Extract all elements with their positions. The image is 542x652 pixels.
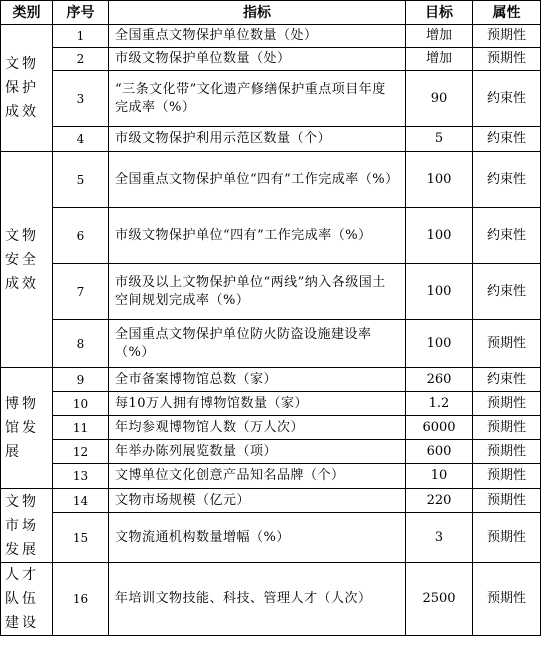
target-cell: 10	[406, 464, 473, 489]
indicator-cell: “三条文化带”文化遗产修缮保护重点项目年度完成率（%）	[109, 71, 406, 127]
indicator-cell: 文物市场规模（亿元）	[109, 489, 406, 513]
attribute-cell: 约束性	[473, 368, 541, 392]
header-indicator: 指标	[109, 1, 406, 25]
target-cell: 100	[406, 264, 473, 320]
target-cell: 2500	[406, 563, 473, 636]
indicator-cell: 市级文物保护单位数量（处）	[109, 48, 406, 71]
table-row	[1, 513, 541, 563]
indicator-cell: 市级文物保护单位“四有”工作完成率（%）	[109, 208, 406, 264]
target-cell: 600	[406, 440, 473, 464]
seq-cell: 15	[53, 513, 109, 563]
attribute-cell: 预期性	[473, 440, 541, 464]
attribute-cell: 预期性	[473, 48, 541, 71]
category-cell: 文物市场发展	[1, 489, 53, 563]
table-row	[1, 464, 541, 489]
target-cell: 增加	[406, 25, 473, 48]
attribute-cell: 约束性	[473, 127, 541, 152]
seq-cell: 1	[53, 25, 109, 48]
target-cell: 100	[406, 208, 473, 264]
target-cell: 100	[406, 152, 473, 208]
table-row	[1, 489, 541, 513]
attribute-cell: 预期性	[473, 25, 541, 48]
indicator-cell: 文物流通机构数量增幅（%）	[109, 513, 406, 563]
category-cell: 文物安全成效	[1, 152, 53, 368]
seq-cell: 8	[53, 320, 109, 368]
seq-cell: 9	[53, 368, 109, 392]
indicator-cell: 文博单位文化创意产品知名品牌（个）	[109, 464, 406, 489]
indicator-cell: 全国重点文物保护单位“四有”工作完成率（%）	[109, 152, 406, 208]
attribute-cell: 约束性	[473, 264, 541, 320]
target-cell: 220	[406, 489, 473, 513]
seq-cell: 14	[53, 489, 109, 513]
header-row	[1, 1, 541, 25]
table-row	[1, 368, 541, 392]
attribute-cell: 预期性	[473, 416, 541, 440]
attribute-cell: 预期性	[473, 563, 541, 636]
indicator-cell: 年均参观博物馆人数（万人次）	[109, 416, 406, 440]
target-cell: 3	[406, 513, 473, 563]
header-category: 类别	[1, 1, 53, 25]
attribute-cell: 预期性	[473, 392, 541, 416]
attribute-cell: 约束性	[473, 71, 541, 127]
table-row	[1, 416, 541, 440]
seq-cell: 11	[53, 416, 109, 440]
indicator-cell: 全国重点文物保护单位防火防盗设施建设率（%）	[109, 320, 406, 368]
table-row	[1, 152, 541, 208]
header-seq: 序号	[53, 1, 109, 25]
indicator-cell: 全市备案博物馆总数（家）	[109, 368, 406, 392]
attribute-cell: 预期性	[473, 513, 541, 563]
table-row	[1, 208, 541, 264]
seq-cell: 10	[53, 392, 109, 416]
target-cell: 6000	[406, 416, 473, 440]
table-row	[1, 440, 541, 464]
seq-cell: 3	[53, 71, 109, 127]
attribute-cell: 预期性	[473, 320, 541, 368]
category-cell: 文物保护成效	[1, 25, 53, 152]
indicator-cell: 市级及以上文物保护单位“两线”纳入各级国土空间规划完成率（%）	[109, 264, 406, 320]
seq-cell: 2	[53, 48, 109, 71]
target-cell: 100	[406, 320, 473, 368]
category-cell: 博物馆发展	[1, 368, 53, 489]
seq-cell: 5	[53, 152, 109, 208]
indicator-cell: 每10万人拥有博物馆数量（家）	[109, 392, 406, 416]
attribute-cell: 约束性	[473, 152, 541, 208]
table-row	[1, 264, 541, 320]
seq-cell: 16	[53, 563, 109, 636]
target-cell: 90	[406, 71, 473, 127]
table-row	[1, 48, 541, 71]
table-row	[1, 320, 541, 368]
header-attribute: 属性	[473, 1, 541, 25]
table-row	[1, 71, 541, 127]
attribute-cell: 预期性	[473, 489, 541, 513]
attribute-cell: 预期性	[473, 464, 541, 489]
table-row	[1, 392, 541, 416]
indicator-cell: 市级文物保护利用示范区数量（个）	[109, 127, 406, 152]
header-target: 目标	[406, 1, 473, 25]
attribute-cell: 约束性	[473, 208, 541, 264]
indicator-cell: 全国重点文物保护单位数量（处）	[109, 25, 406, 48]
table-row	[1, 25, 541, 48]
category-cell: 人才队伍建设	[1, 563, 53, 636]
indicator-cell: 年培训文物技能、科技、管理人才（人次）	[109, 563, 406, 636]
table-row	[1, 127, 541, 152]
indicator-cell: 年举办陈列展览数量（项）	[109, 440, 406, 464]
target-cell: 5	[406, 127, 473, 152]
seq-cell: 6	[53, 208, 109, 264]
target-cell: 增加	[406, 48, 473, 71]
table-row	[1, 563, 541, 636]
target-cell: 1.2	[406, 392, 473, 416]
seq-cell: 7	[53, 264, 109, 320]
target-cell: 260	[406, 368, 473, 392]
seq-cell: 12	[53, 440, 109, 464]
seq-cell: 13	[53, 464, 109, 489]
seq-cell: 4	[53, 127, 109, 152]
